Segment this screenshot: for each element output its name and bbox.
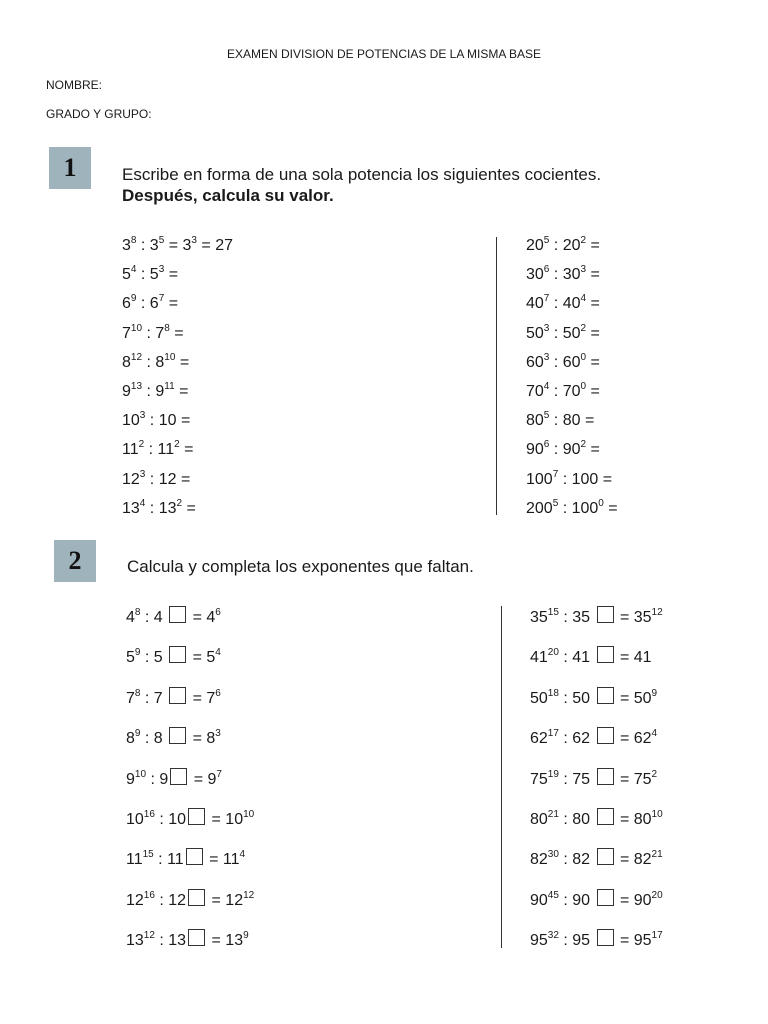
expression-text: : 12 =: [145, 470, 191, 488]
expression-text: =: [586, 383, 600, 400]
expression-text: =: [586, 237, 600, 254]
exponent: 5: [543, 235, 550, 246]
expression-text: : 50: [558, 689, 595, 707]
exponent: 16: [143, 809, 155, 820]
expression-text: 8: [122, 353, 131, 371]
section-1-right-item-2: [526, 266, 600, 284]
expression-text: : 12: [154, 891, 187, 909]
section-2-left-item-2: [126, 646, 221, 667]
expression-text: = 27: [196, 237, 233, 254]
section-2-right-item-4: [530, 727, 657, 748]
expression-text: : 11: [153, 851, 184, 869]
expression-text: =: [174, 383, 189, 400]
expression-text: : 7: [140, 689, 168, 707]
exponent-answer-box[interactable]: [597, 848, 614, 865]
expression-text: : 8: [140, 730, 168, 748]
section-1-left-item-9: [122, 468, 191, 489]
expression-text: = 41: [615, 649, 652, 667]
expression-text: 13: [126, 932, 144, 950]
expression-text: : 50: [549, 324, 581, 342]
exponent: 18: [547, 687, 559, 699]
exponent: 2: [580, 439, 587, 451]
expression-text: 100: [526, 470, 553, 488]
expression-text: 12: [122, 470, 140, 488]
exponent-answer-box[interactable]: [170, 768, 187, 785]
exponent: 4: [580, 293, 587, 305]
expression-text: 90: [526, 441, 544, 459]
expression-text: = 13: [207, 932, 244, 950]
expression-text: : 95: [558, 932, 595, 950]
expression-text: 62: [530, 730, 548, 748]
section-2-left-item-6: [126, 808, 254, 829]
section-1-left-item-5: [122, 351, 190, 372]
section-2-instruction: Calcula y completa los exponentes que faltan.: [127, 557, 474, 576]
exponent: 3: [215, 728, 221, 740]
expression-text: 7: [122, 324, 131, 342]
exponent-answer-box[interactable]: [597, 727, 614, 744]
exponent: 4: [130, 264, 137, 276]
exponent: 30: [547, 849, 559, 861]
exponent: 8: [130, 235, 137, 246]
expression-text: = 75: [615, 770, 652, 788]
exponent: 17: [651, 930, 663, 942]
expression-text: : 5: [140, 649, 168, 667]
exponent: 4: [139, 497, 146, 509]
section-2-left-item-3: [126, 687, 221, 708]
exponent: 12: [143, 930, 155, 942]
expression-text: = 3: [164, 237, 192, 254]
exponent: 12: [130, 351, 143, 363]
expression-text: = 10: [207, 811, 244, 828]
section-2-right-item-2: [530, 646, 652, 667]
exponent-answer-box[interactable]: [188, 889, 205, 906]
exponent: 2: [580, 235, 587, 246]
section-2-right-item-3: [530, 687, 657, 708]
exponent: 7: [543, 293, 550, 305]
expression-text: : 5: [136, 266, 159, 284]
exponent: 8: [134, 687, 141, 699]
expression-text: = 12: [207, 891, 244, 909]
exponent: 10: [130, 322, 143, 334]
exponent: 20: [651, 889, 663, 901]
exponent: 32: [547, 930, 559, 942]
expression-text: : 90: [549, 441, 581, 459]
exponent-answer-box[interactable]: [597, 687, 614, 704]
expression-text: =: [164, 295, 179, 313]
expression-text: =: [586, 266, 600, 284]
expression-text: 9: [126, 770, 135, 788]
exponent: 6: [215, 687, 221, 699]
exponent-answer-box[interactable]: [188, 808, 205, 825]
expression-text: = 62: [615, 730, 652, 748]
expression-text: =: [586, 324, 600, 342]
exponent: 2: [651, 768, 658, 780]
section-1-right-item-5: [526, 351, 600, 372]
exponent-answer-box[interactable]: [169, 727, 186, 744]
expression-text: 6: [122, 295, 131, 313]
exponent: 3: [543, 322, 550, 334]
expression-text: 5: [122, 266, 131, 284]
expression-text: : 60: [549, 353, 581, 371]
section-2-right-item-8: [530, 889, 663, 910]
expression-text: =: [586, 295, 600, 313]
expression-text: : 10 =: [145, 412, 191, 430]
expression-text: : 8: [142, 353, 165, 371]
exponent: 10: [164, 351, 176, 363]
expression-text: =: [586, 353, 600, 371]
expression-text: 200: [526, 499, 553, 517]
expression-text: 12: [126, 891, 144, 909]
section-2-left-item-5: [126, 768, 222, 789]
exponent: 0: [580, 351, 587, 363]
section-1-right-item-1: [526, 237, 600, 255]
exponent: 10: [243, 809, 255, 820]
expression-text: 95: [530, 932, 548, 950]
expression-text: 50: [530, 689, 548, 707]
expression-text: 9: [122, 383, 131, 400]
expression-text: : 82: [558, 851, 595, 869]
exponent: 0: [598, 497, 604, 509]
section-1-left-item-6: [122, 383, 188, 401]
expression-text: 80: [530, 811, 548, 828]
exponent: 2: [176, 497, 183, 509]
section-2-number: 2: [54, 540, 96, 582]
exponent: 6: [543, 439, 550, 451]
expression-text: 50: [526, 324, 544, 342]
exponent: 15: [142, 849, 154, 861]
exponent: 9: [134, 647, 141, 659]
expression-text: 13: [122, 499, 140, 517]
exponent: 6: [215, 607, 221, 618]
exponent: 13: [130, 381, 143, 392]
section-2-left-item-7: [126, 848, 245, 869]
section-1-left-item-2: [122, 266, 178, 284]
exponent-answer-box[interactable]: [169, 646, 186, 663]
expression-text: =: [182, 499, 196, 517]
section-2-divider: [501, 606, 502, 948]
expression-text: : 70: [549, 383, 581, 400]
section-1-right-item-9: [526, 468, 613, 489]
section-1-right-item-8: [526, 441, 600, 459]
expression-text: 80: [526, 412, 544, 430]
exponent: 8: [134, 607, 141, 618]
exponent: 3: [139, 468, 146, 480]
expression-text: = 11: [204, 851, 240, 869]
expression-text: 5: [126, 649, 135, 667]
expression-text: = 5: [188, 649, 216, 667]
section-1-right-item-6: [526, 383, 600, 401]
exponent: 5: [552, 497, 559, 509]
expression-text: : 41: [558, 649, 595, 667]
section-2-right-item-7: [530, 848, 663, 869]
expression-text: : 6: [136, 295, 159, 313]
expression-text: 35: [530, 609, 548, 626]
expression-text: =: [586, 441, 600, 459]
exponent: 6: [543, 264, 550, 276]
exponent: 10: [651, 809, 663, 820]
exponent: 45: [547, 889, 559, 901]
expression-text: 4: [126, 609, 135, 626]
exponent-answer-box[interactable]: [597, 808, 614, 825]
expression-text: : 75: [558, 770, 595, 788]
expression-text: = 90: [615, 891, 652, 909]
section-2-right-item-6: [530, 808, 663, 829]
exponent: 12: [651, 607, 663, 618]
expression-text: =: [169, 324, 184, 342]
expression-text: : 35: [558, 609, 595, 626]
expression-text: = 8: [188, 730, 216, 748]
exponent: 21: [651, 849, 663, 861]
expression-text: : 9: [146, 770, 169, 788]
exponent: 15: [547, 607, 559, 618]
section-1-right-item-3: [526, 295, 600, 313]
expression-text: 70: [526, 383, 544, 400]
expression-text: 41: [530, 649, 548, 667]
exponent: 9: [130, 293, 137, 305]
expression-text: : 13: [154, 932, 187, 950]
expression-text: = 50: [615, 689, 652, 707]
expression-text: =: [164, 266, 179, 284]
exponent: 2: [580, 322, 587, 334]
expression-text: =: [179, 441, 194, 459]
expression-text: 11: [122, 441, 139, 459]
expression-text: : 3: [136, 237, 159, 254]
expression-text: : 100: [558, 499, 599, 517]
section-1-instruction-line2: Después, calcula su valor.: [122, 186, 334, 205]
expression-text: =: [603, 499, 618, 517]
exponent: 2: [174, 439, 180, 451]
expression-text: 75: [530, 770, 548, 788]
exponent: 3: [158, 264, 165, 276]
expression-text: =: [175, 353, 190, 371]
section-1-left-item-3: [122, 295, 178, 313]
section-2-left-item-1: [126, 606, 221, 627]
exponent: 4: [239, 849, 246, 861]
exponent: 3: [191, 235, 197, 246]
section-1-left-item-10: [122, 497, 196, 518]
exponent: 19: [547, 768, 559, 780]
expression-text: 10: [122, 412, 140, 430]
exponent: 4: [651, 728, 658, 740]
grade-group-label: GRADO Y GRUPO:: [46, 107, 152, 121]
exponent-answer-box[interactable]: [597, 606, 614, 623]
section-1-number: 1: [49, 147, 91, 189]
section-1-left-item-1: [122, 237, 233, 255]
section-1-left-item-4: [122, 322, 184, 343]
expression-text: = 80: [615, 811, 652, 828]
section-2-right-item-9: [530, 929, 663, 950]
expression-text: : 80: [558, 811, 595, 828]
exponent: 7: [552, 468, 559, 480]
expression-text: : 9: [142, 383, 165, 400]
section-1-right-item-7: [526, 412, 594, 430]
expression-text: : 13: [145, 499, 177, 517]
section-1-divider: [496, 237, 497, 515]
expression-text: : 7: [142, 324, 165, 342]
exponent: 7: [158, 293, 165, 305]
expression-text: 60: [526, 353, 544, 371]
exponent: 5: [158, 235, 165, 246]
section-2-left-item-8: [126, 889, 254, 910]
exam-title: EXAMEN DIVISION DE POTENCIAS DE LA MISMA BASE: [226, 47, 542, 61]
expression-text: 3: [122, 237, 131, 254]
exponent: 12: [243, 889, 255, 901]
expression-text: : 40: [549, 295, 581, 313]
section-2-left-item-9: [126, 929, 249, 950]
section-1-right-item-4: [526, 322, 600, 343]
exponent: 0: [580, 381, 587, 392]
section-1-left-item-8: [122, 441, 193, 459]
exponent: 16: [143, 889, 155, 901]
exponent-answer-box[interactable]: [169, 606, 186, 623]
section-2-right-item-1: [530, 606, 663, 627]
exponent: 3: [543, 351, 550, 363]
section-2-left-item-4: [126, 727, 221, 748]
expression-text: : 62: [558, 730, 595, 748]
section-1-left-item-7: [122, 412, 190, 430]
expression-text: = 7: [188, 689, 216, 707]
exponent: 9: [134, 728, 141, 740]
expression-text: : 30: [549, 266, 581, 284]
exponent: 11: [164, 381, 175, 392]
exponent: 8: [164, 322, 170, 334]
expression-text: : 80 =: [549, 412, 595, 430]
expression-text: : 20: [549, 237, 581, 254]
exponent: 3: [139, 410, 146, 422]
expression-text: 7: [126, 689, 135, 707]
exponent-answer-box[interactable]: [597, 768, 614, 785]
exponent: 17: [547, 728, 559, 740]
name-label: NOMBRE:: [46, 78, 103, 92]
expression-text: : 11: [144, 441, 175, 459]
exponent-answer-box[interactable]: [597, 646, 614, 663]
expression-text: 90: [530, 891, 548, 909]
expression-text: = 95: [615, 932, 652, 950]
expression-text: 40: [526, 295, 544, 313]
exponent-answer-box[interactable]: [188, 929, 205, 946]
expression-text: = 82: [615, 851, 652, 869]
expression-text: = 35: [615, 609, 652, 626]
exponent-answer-box[interactable]: [597, 889, 614, 906]
expression-text: : 100 =: [558, 470, 613, 488]
expression-text: = 4: [188, 609, 216, 626]
exponent: 4: [215, 647, 221, 659]
expression-text: : 90: [558, 891, 595, 909]
exponent: 3: [580, 264, 587, 276]
exponent: 9: [651, 687, 658, 699]
expression-text: : 4: [140, 609, 168, 626]
exponent: 7: [216, 768, 222, 780]
expression-text: 8: [126, 730, 135, 748]
expression-text: 30: [526, 266, 544, 284]
expression-text: 10: [126, 811, 144, 828]
expression-text: 20: [526, 237, 544, 254]
section-1-instruction-line1: Escribe en forma de una sola potencia los siguientes cocientes.: [122, 165, 602, 184]
exponent: 4: [543, 381, 550, 392]
section-2-right-item-5: [530, 768, 657, 789]
exponent-answer-box[interactable]: [169, 687, 186, 704]
section-1-right-item-10: [526, 497, 618, 518]
exponent: 20: [547, 647, 559, 659]
exponent: 2: [138, 439, 145, 451]
expression-text: : 10: [154, 811, 187, 828]
exponent: 10: [134, 768, 147, 780]
exponent: 21: [547, 809, 559, 820]
exponent: 5: [543, 410, 550, 422]
expression-text: 82: [530, 851, 548, 869]
exponent-answer-box[interactable]: [186, 848, 203, 865]
section-1-instruction: [122, 164, 601, 206]
expression-text: 11: [126, 851, 143, 869]
expression-text: = 9: [189, 770, 217, 788]
exponent: 9: [243, 930, 249, 942]
exponent-answer-box[interactable]: [597, 929, 614, 946]
